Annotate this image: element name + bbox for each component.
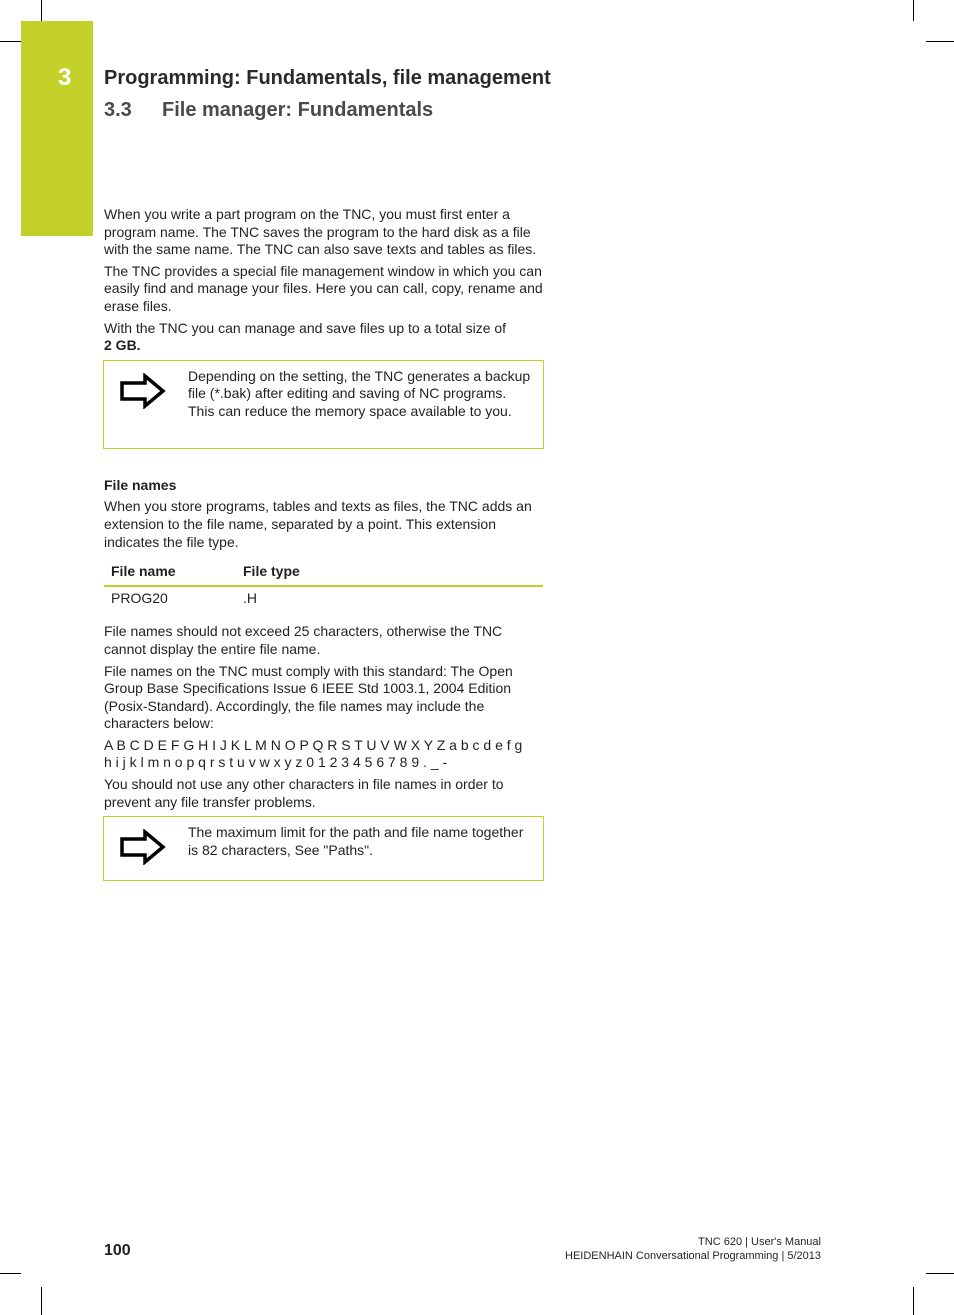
note-text-cell (187, 817, 543, 880)
crop-mark (913, 1287, 914, 1315)
table-cell: PROG20 (111, 589, 168, 606)
note-text: Depending on the setting, the TNC generates a backup file (*.bak) after editing and saving of NC programs. This can reduce the memory space available to you. (188, 367, 531, 419)
file-type-table (104, 557, 543, 613)
page-number: 100 (104, 1242, 131, 1259)
footer-info (565, 1235, 821, 1263)
chapter-tab (21, 21, 93, 236)
size-text: With the TNC you can manage and save files up to a total size of (104, 319, 507, 336)
crop-mark (41, 1287, 42, 1315)
paragraph: File names should not exceed 25 characters, otherwise the TNC cannot display the entire file name. (104, 623, 503, 657)
chapter-title: Programming: Fundamentals, file management (104, 67, 551, 89)
note-text: The maximum limit for the path and file name together is 82 characters, See "Paths". (188, 824, 524, 858)
footer-manual: TNC 620 | User's Manual (698, 1236, 821, 1248)
paragraph: When you store programs, tables and texts as files, the TNC adds an extension to the file name, separated by a point. This extension indicates the file type. (104, 498, 532, 550)
table-header-row (104, 557, 543, 586)
chars-line: h i j k l m n o p q r s t u v w x y z 0 1 2 3 4 5 6 7 8 9 . _ - (104, 754, 448, 771)
footer-subtitle: HEIDENHAIN Conversational Programming | 5/2013 (565, 1250, 821, 1262)
allowed-characters (104, 737, 543, 772)
chapter-number: 3 (58, 64, 72, 91)
column-header: File type (236, 557, 543, 586)
paragraph: When you write a part program on the TNC, you must first enter a program name. The TNC saves the program to the hard disk as a file with the same name. The TNC can also save texts and tables as files. (104, 206, 537, 258)
section-title-text: File manager: Fundamentals (162, 99, 434, 121)
note-icon-cell (104, 817, 187, 880)
table-row (104, 586, 543, 614)
note-box (103, 360, 544, 449)
chars-line: A B C D E F G H I J K L M N O P Q R S T U V W X Y Z a b c d e f g (104, 736, 523, 753)
paragraph: The TNC provides a special file management window in which you can easily find and manage your files. Here you can call, copy, rename and erase files. (104, 262, 543, 314)
crop-mark (0, 1273, 21, 1274)
note-box (103, 816, 544, 881)
column-header: File name (104, 557, 236, 586)
note-text-cell (187, 361, 543, 448)
crop-mark (913, 0, 914, 21)
section-number: 3.3 (104, 99, 132, 121)
crop-mark (926, 1273, 954, 1274)
paragraph: File names on the TNC must comply with this standard: The Open Group Base Specifications Issue 6 IEEE Std 1003.1, 2004 Edition (Posix-Standard). Accordingly, the file names may include the characters below: (104, 662, 513, 732)
arrow-right-icon (119, 829, 167, 865)
table-cell: .H (243, 589, 257, 606)
section-title (104, 99, 433, 122)
size-value: 2 GB. (104, 337, 141, 354)
crop-mark (926, 41, 954, 42)
crop-mark (41, 0, 42, 21)
paragraph (104, 320, 543, 355)
note-icon-cell (104, 361, 187, 448)
arrow-right-icon (119, 373, 167, 409)
paragraph: You should not use any other characters in file names in order to prevent any file transfer problems. (104, 776, 504, 810)
file-names-heading: File names (104, 476, 177, 493)
crop-mark (0, 41, 21, 42)
main-content (104, 206, 543, 881)
